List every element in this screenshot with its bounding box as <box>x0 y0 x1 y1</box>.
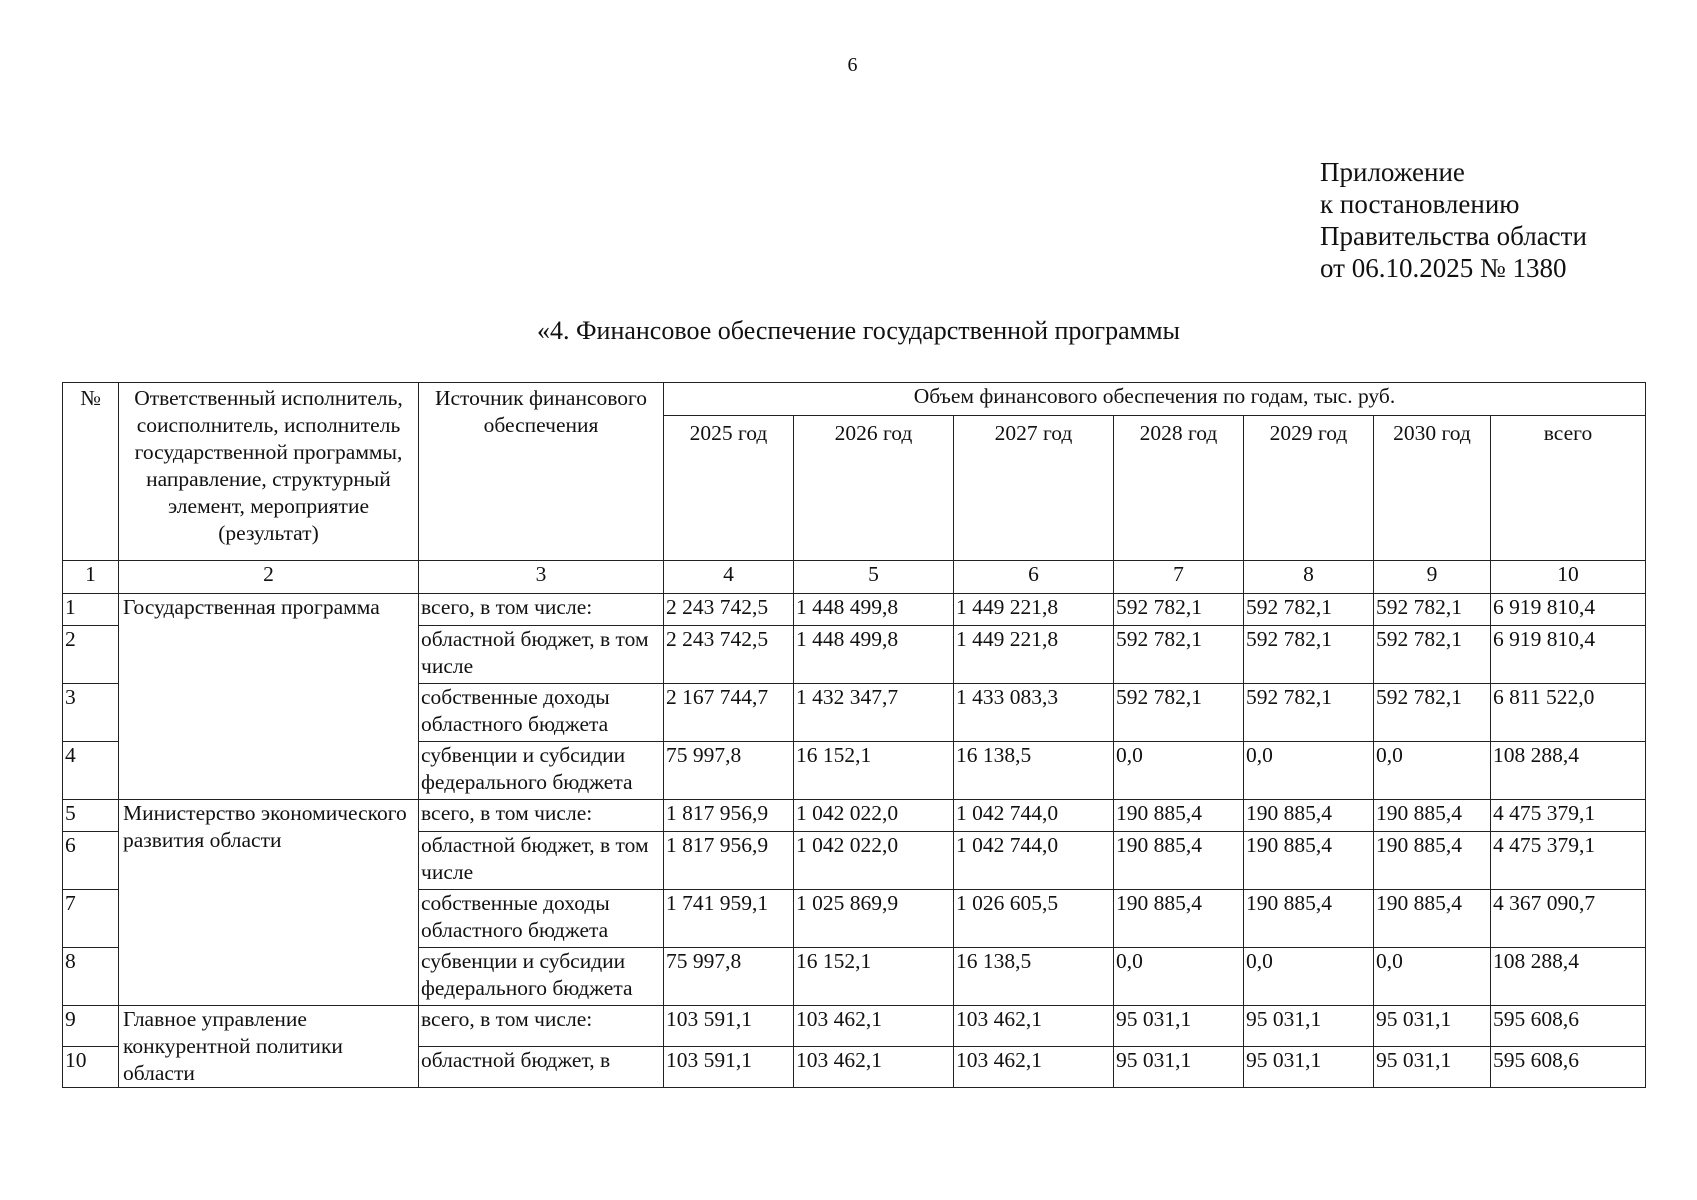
year-value-cell: 103 462,1 <box>794 1006 954 1047</box>
source-cell: областной бюджет, в том числе <box>419 832 664 890</box>
row-number: 1 <box>63 594 119 626</box>
column-number: 1 <box>63 561 119 594</box>
source-cell: областной бюджет, в <box>419 1047 664 1088</box>
appendix-block <box>1320 156 1587 284</box>
year-value-cell: 16 152,1 <box>794 742 954 800</box>
year-value-cell: 190 885,4 <box>1374 890 1491 948</box>
year-value-cell: 190 885,4 <box>1244 800 1374 832</box>
year-value-cell: 103 462,1 <box>794 1047 954 1088</box>
header-year-2026: 2026 год <box>794 416 954 561</box>
total-value-cell: 595 608,6 <box>1491 1006 1646 1047</box>
row-number: 2 <box>63 626 119 684</box>
year-value-cell: 1 025 869,9 <box>794 890 954 948</box>
row-number: 6 <box>63 832 119 890</box>
year-value-cell: 1 433 083,3 <box>954 684 1114 742</box>
section-title: «4. Финансовое обеспечение государственной программы <box>536 316 1181 345</box>
row-number: 10 <box>63 1047 119 1088</box>
year-value-cell: 1 042 022,0 <box>794 800 954 832</box>
year-value-cell: 1 042 022,0 <box>794 832 954 890</box>
source-cell: всего, в том числе: <box>419 800 664 832</box>
table-row <box>63 800 1646 832</box>
year-value-cell: 0,0 <box>1244 742 1374 800</box>
year-value-cell: 103 462,1 <box>954 1006 1114 1047</box>
total-value-cell: 108 288,4 <box>1491 742 1646 800</box>
year-value-cell: 1 449 221,8 <box>954 594 1114 626</box>
year-value-cell: 95 031,1 <box>1114 1047 1244 1088</box>
year-value-cell: 1 432 347,7 <box>794 684 954 742</box>
row-number: 7 <box>63 890 119 948</box>
executor-cell: Главное управление конкурентной политики области <box>119 1006 419 1088</box>
year-value-cell: 0,0 <box>1374 742 1491 800</box>
column-number: 10 <box>1491 561 1646 594</box>
year-value-cell: 95 031,1 <box>1374 1006 1491 1047</box>
total-value-cell: 595 608,6 <box>1491 1047 1646 1088</box>
appendix-date-number: от 06.10.2025 № 1380 <box>1320 253 1567 283</box>
appendix-line: к постановлению <box>1320 189 1520 219</box>
table-header <box>63 383 1646 594</box>
year-value-cell: 2 243 742,5 <box>664 594 794 626</box>
year-value-cell: 95 031,1 <box>1244 1047 1374 1088</box>
header-year-2025: 2025 год <box>664 416 794 561</box>
table-body <box>63 594 1646 1088</box>
year-value-cell: 16 138,5 <box>954 742 1114 800</box>
year-value-cell: 190 885,4 <box>1244 832 1374 890</box>
year-value-cell: 0,0 <box>1244 948 1374 1006</box>
executor-cell: Министерство экономического развития области <box>119 800 419 1006</box>
year-value-cell: 0,0 <box>1374 948 1491 1006</box>
total-value-cell: 6 919 810,4 <box>1491 594 1646 626</box>
source-cell: всего, в том числе: <box>419 1006 664 1047</box>
total-value-cell: 108 288,4 <box>1491 948 1646 1006</box>
column-numbers-row <box>63 561 1646 594</box>
column-number: 9 <box>1374 561 1491 594</box>
year-value-cell: 1 449 221,8 <box>954 626 1114 684</box>
year-value-cell: 75 997,8 <box>664 948 794 1006</box>
year-value-cell: 95 031,1 <box>1244 1006 1374 1047</box>
year-value-cell: 0,0 <box>1114 948 1244 1006</box>
year-value-cell: 592 782,1 <box>1114 594 1244 626</box>
year-value-cell: 592 782,1 <box>1244 594 1374 626</box>
header-year-2028: 2028 год <box>1114 416 1244 561</box>
column-number: 4 <box>664 561 794 594</box>
year-value-cell: 75 997,8 <box>664 742 794 800</box>
column-number: 8 <box>1244 561 1374 594</box>
executor-cell: Государственная программа <box>119 594 419 800</box>
year-value-cell: 1 026 605,5 <box>954 890 1114 948</box>
source-cell: субвенции и субсидии федерального бюджета <box>419 948 664 1006</box>
year-value-cell: 1 817 956,9 <box>664 832 794 890</box>
year-value-cell: 190 885,4 <box>1244 890 1374 948</box>
header-year-2030: 2030 год <box>1374 416 1491 561</box>
header-total: всего <box>1491 416 1646 561</box>
total-value-cell: 4 475 379,1 <box>1491 800 1646 832</box>
year-value-cell: 95 031,1 <box>1114 1006 1244 1047</box>
year-value-cell: 592 782,1 <box>1244 684 1374 742</box>
year-value-cell: 1 042 744,0 <box>954 800 1114 832</box>
year-value-cell: 2 167 744,7 <box>664 684 794 742</box>
header-source: Источник финансового обеспечения <box>419 383 664 561</box>
appendix-line: Приложение <box>1320 157 1465 187</box>
column-number: 7 <box>1114 561 1244 594</box>
year-value-cell: 95 031,1 <box>1374 1047 1491 1088</box>
year-value-cell: 1 042 744,0 <box>954 832 1114 890</box>
total-value-cell: 4 367 090,7 <box>1491 890 1646 948</box>
year-value-cell: 1 448 499,8 <box>794 594 954 626</box>
year-value-cell: 190 885,4 <box>1374 832 1491 890</box>
year-value-cell: 0,0 <box>1114 742 1244 800</box>
year-value-cell: 1 448 499,8 <box>794 626 954 684</box>
column-number: 5 <box>794 561 954 594</box>
year-value-cell: 103 591,1 <box>664 1006 794 1047</box>
year-value-cell: 190 885,4 <box>1374 800 1491 832</box>
source-cell: собственные доходы областного бюджета <box>419 684 664 742</box>
year-value-cell: 190 885,4 <box>1114 890 1244 948</box>
row-number: 3 <box>63 684 119 742</box>
table-row <box>63 594 1646 626</box>
total-value-cell: 6 811 522,0 <box>1491 684 1646 742</box>
row-number: 8 <box>63 948 119 1006</box>
source-cell: собственные доходы областного бюджета <box>419 890 664 948</box>
source-cell: субвенции и субсидии федерального бюджета <box>419 742 664 800</box>
year-value-cell: 592 782,1 <box>1374 594 1491 626</box>
row-number: 5 <box>63 800 119 832</box>
year-value-cell: 103 591,1 <box>664 1047 794 1088</box>
appendix-line: Правительства области <box>1320 221 1587 251</box>
year-value-cell: 16 152,1 <box>794 948 954 1006</box>
header-volume: Объем финансового обеспечения по годам, тыс. руб. <box>664 383 1646 416</box>
financing-table <box>62 382 1646 1088</box>
year-value-cell: 190 885,4 <box>1114 800 1244 832</box>
header-year-2027: 2027 год <box>954 416 1114 561</box>
year-value-cell: 1 741 959,1 <box>664 890 794 948</box>
year-value-cell: 592 782,1 <box>1244 626 1374 684</box>
source-cell: областной бюджет, в том числе <box>419 626 664 684</box>
header-number: № <box>63 383 119 561</box>
total-value-cell: 6 919 810,4 <box>1491 626 1646 684</box>
column-number: 6 <box>954 561 1114 594</box>
header-executor: Ответственный исполнитель, соисполнитель, исполнитель государственной программы, направление, структурный элемент, мероприятие (результат) <box>119 383 419 561</box>
source-cell: всего, в том числе: <box>419 594 664 626</box>
year-value-cell: 190 885,4 <box>1114 832 1244 890</box>
column-number: 2 <box>119 561 419 594</box>
header-year-2029: 2029 год <box>1244 416 1374 561</box>
year-value-cell: 592 782,1 <box>1114 684 1244 742</box>
page-number: 6 <box>847 54 858 76</box>
table-row <box>63 1006 1646 1047</box>
year-value-cell: 1 817 956,9 <box>664 800 794 832</box>
total-value-cell: 4 475 379,1 <box>1491 832 1646 890</box>
row-number: 4 <box>63 742 119 800</box>
year-value-cell: 592 782,1 <box>1114 626 1244 684</box>
year-value-cell: 2 243 742,5 <box>664 626 794 684</box>
year-value-cell: 592 782,1 <box>1374 684 1491 742</box>
year-value-cell: 16 138,5 <box>954 948 1114 1006</box>
year-value-cell: 103 462,1 <box>954 1047 1114 1088</box>
year-value-cell: 592 782,1 <box>1374 626 1491 684</box>
row-number: 9 <box>63 1006 119 1047</box>
column-number: 3 <box>419 561 664 594</box>
